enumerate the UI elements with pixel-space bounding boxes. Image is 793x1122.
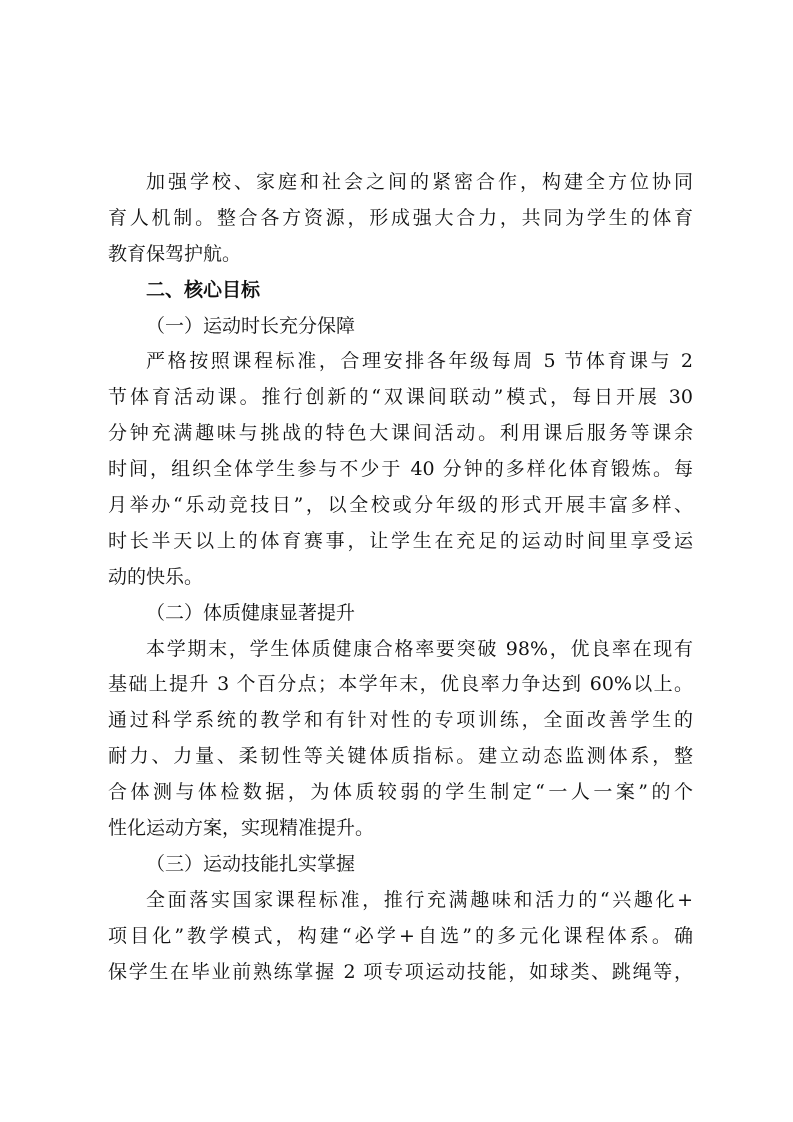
text-line: 时长半天以上的体育赛事，让学生在充足的运动时间里享受运 bbox=[108, 529, 693, 552]
text-line: （二）体质健康显著提升 bbox=[146, 601, 356, 624]
subsection-heading bbox=[108, 596, 693, 632]
text-line: 节体育活动课。推行创新的“双课间联动”模式，每日开展 30 bbox=[108, 386, 693, 409]
text-line: 分钟充满趣味与挑战的特色大课间活动。利用课后服务等课余 bbox=[108, 422, 693, 445]
text-line: 耐力、力量、柔韧性等关键体质指标。建立动态监测体系，整 bbox=[108, 745, 693, 768]
subsection-heading bbox=[108, 847, 693, 883]
text-line: （一）运动时长充分保障 bbox=[146, 314, 356, 337]
text-line: 严格按照课程标准，合理安排各年级每周 5 节体育课与 2 bbox=[146, 350, 693, 373]
text-line: 本学期末，学生体质健康合格率要突破 98%，优良率在现有 bbox=[146, 637, 693, 660]
text-line: 基础上提升 3 个百分点；本学年末，优良率力争达到 60%以上。 bbox=[108, 673, 693, 696]
text-line: 全面落实国家课程标准，推行充满趣味和活力的“兴趣化+ bbox=[146, 888, 693, 911]
text-line: 加强学校、家庭和社会之间的紧密合作，构建全方位协同 bbox=[146, 171, 693, 193]
paragraph bbox=[108, 632, 693, 847]
text-line: 项目化”教学模式，构建“必学+自选”的多元化课程体系。确 bbox=[108, 924, 693, 947]
paragraph bbox=[108, 344, 693, 595]
section-heading bbox=[108, 273, 693, 309]
text-line: （三）运动技能扎实掌握 bbox=[146, 852, 356, 875]
document-page bbox=[108, 165, 693, 990]
text-line: 育人机制。整合各方资源，形成强大合力，共同为学生的体育 bbox=[108, 206, 693, 229]
paragraph bbox=[108, 883, 693, 991]
text-line: 动的快乐。 bbox=[108, 565, 204, 588]
paragraph bbox=[108, 165, 693, 273]
text-line: 月举办“乐动竞技日”，以全校或分年级的形式开展丰富多样、 bbox=[108, 494, 693, 517]
text-line: 性化运动方案，实现精准提升。 bbox=[108, 817, 375, 840]
text-line: 时间，组织全体学生参与不少于 40 分钟的多样化体育锻炼。每 bbox=[108, 458, 693, 481]
text-line: 二、核心目标 bbox=[146, 278, 261, 301]
subsection-heading bbox=[108, 309, 693, 345]
text-line: 通过科学系统的教学和有针对性的专项训练，全面改善学生的 bbox=[108, 709, 693, 732]
text-line: 保学生在毕业前熟练掌握 2 项专项运动技能，如球类、跳绳等， bbox=[108, 960, 693, 983]
text-line: 教育保驾护航。 bbox=[108, 242, 242, 265]
text-line: 合体测与体检数据，为体质较弱的学生制定“一人一案”的个 bbox=[108, 781, 693, 804]
